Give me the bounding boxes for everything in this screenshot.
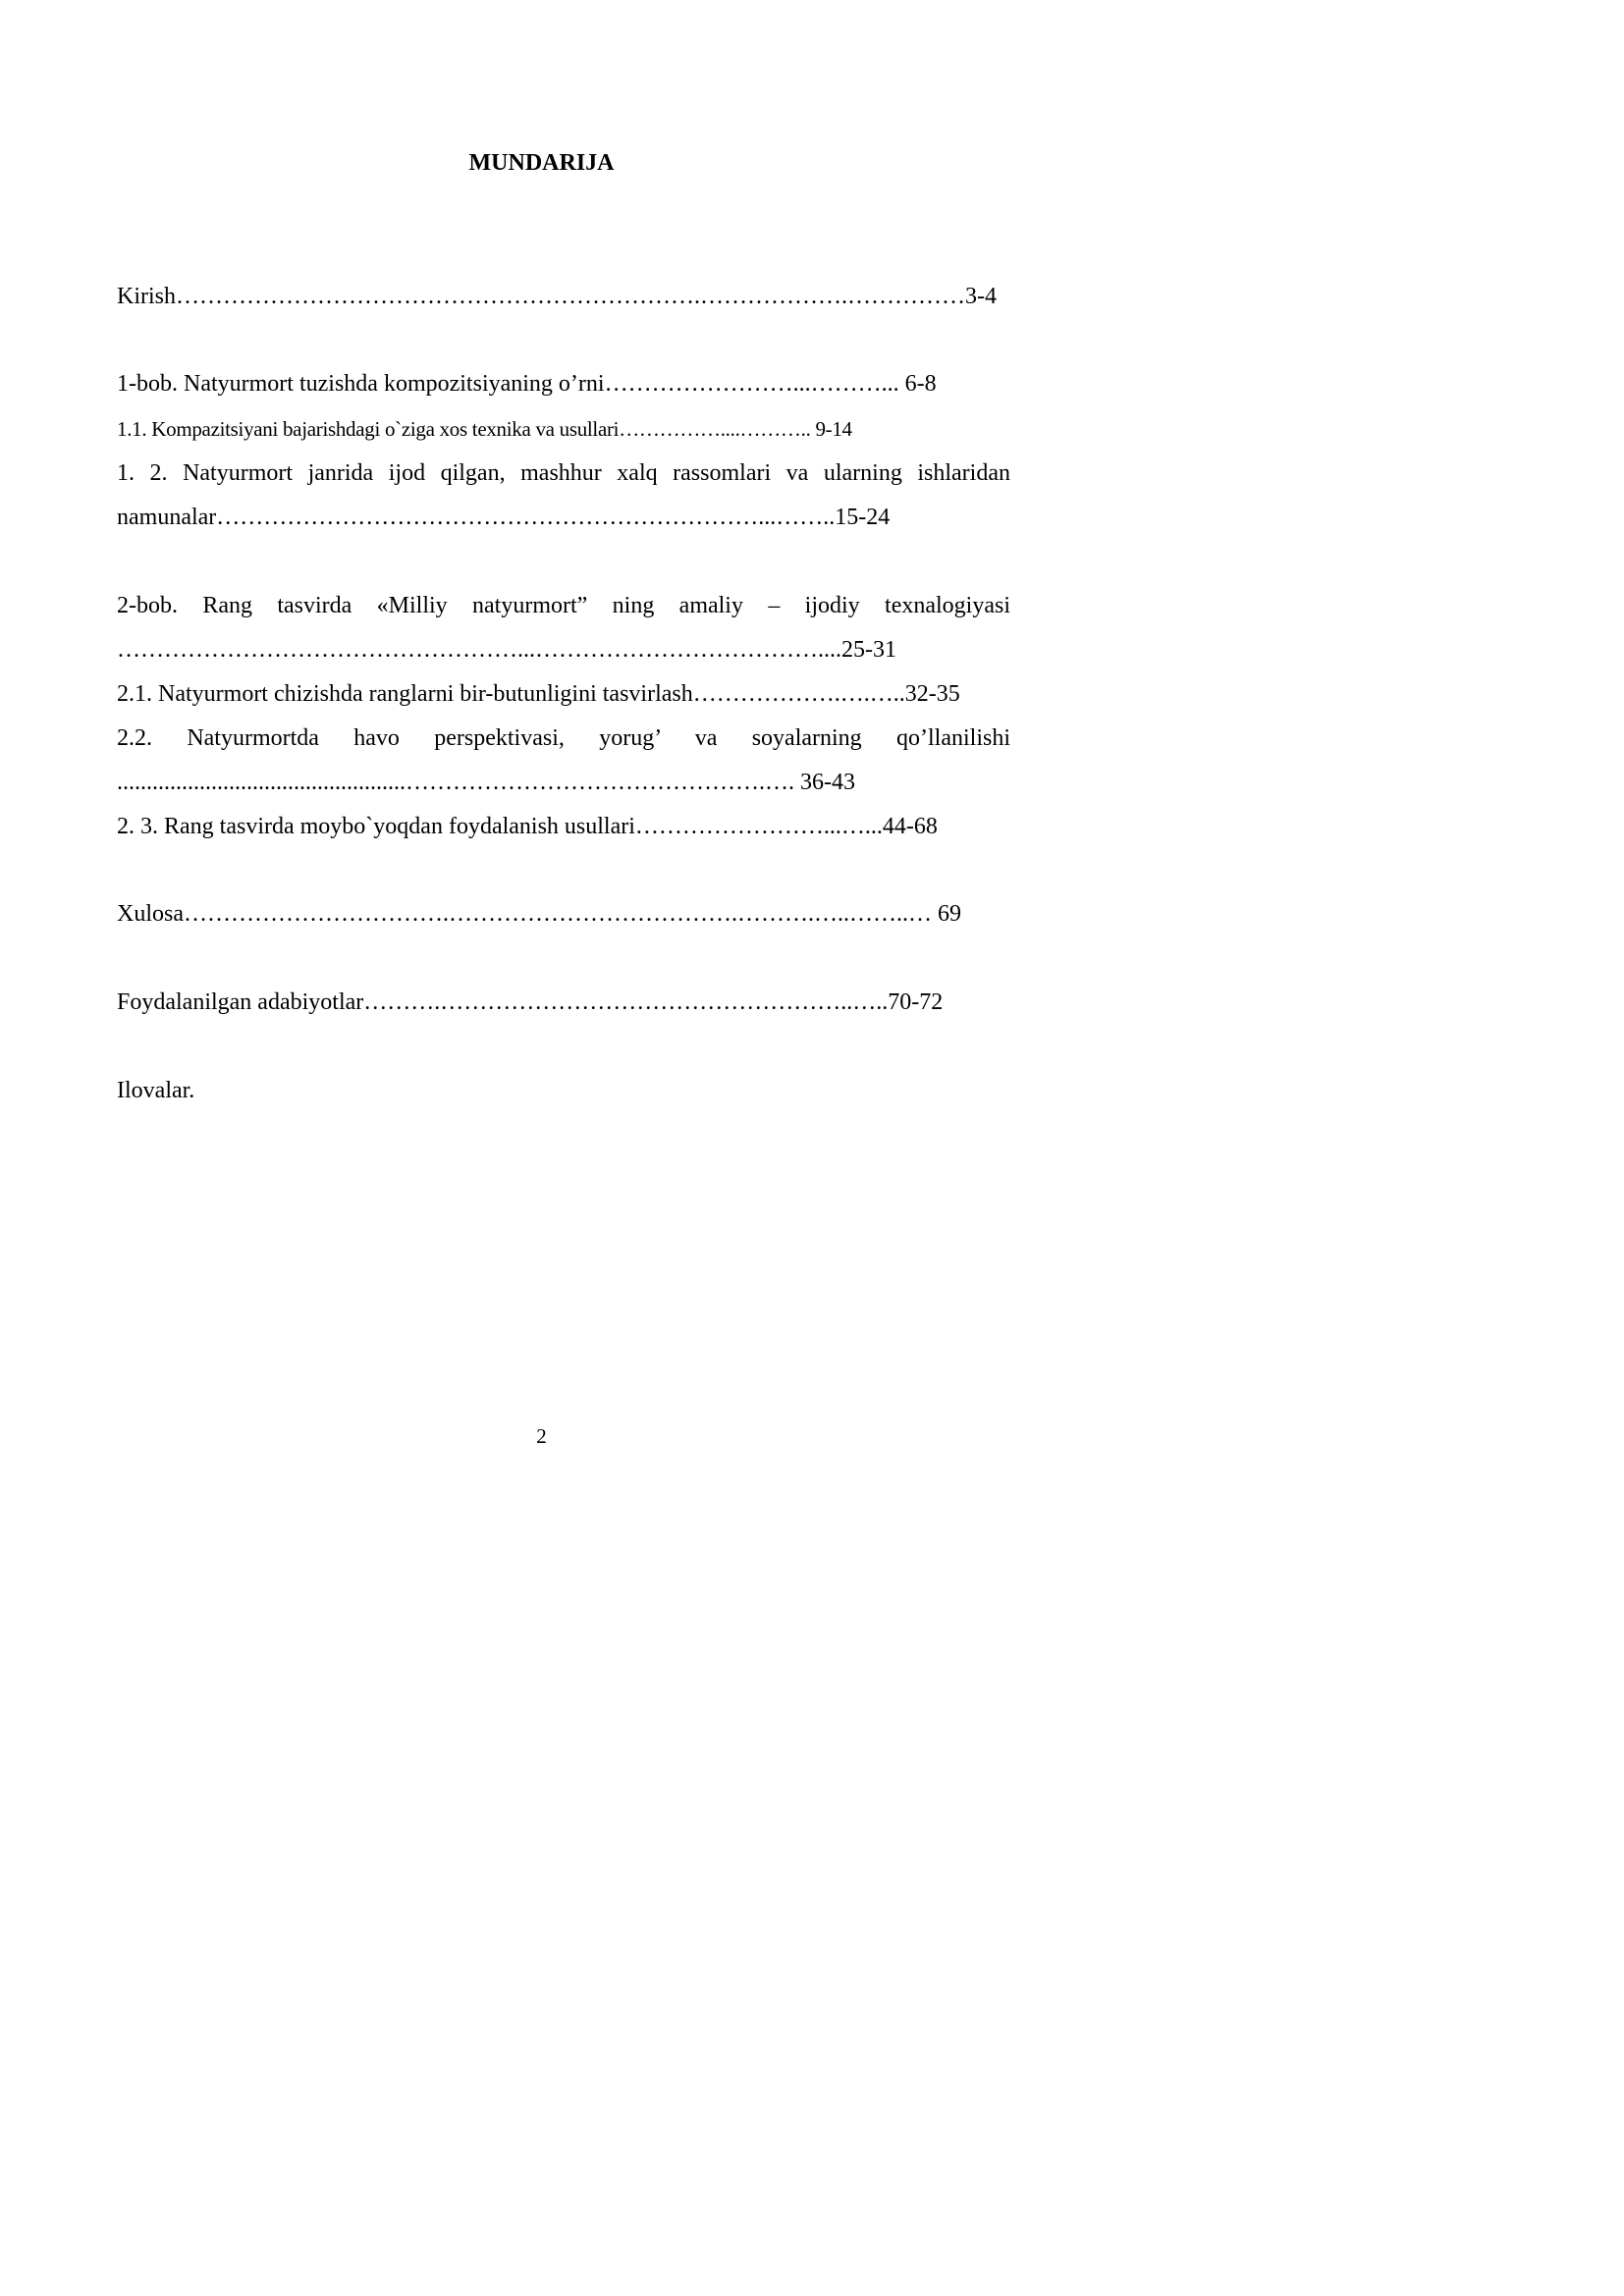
toc-entry-section-2-2-line-1: 2.2. Natyurmortda havo perspektivasi, yorug’ va soyalarning qo’llanilishi bbox=[117, 725, 1010, 751]
toc-entry-section-1-2-line-2: namunalar……………………………………………………………...……..15-24 bbox=[117, 505, 891, 530]
toc-entry-chapter-2-line-1: 2-bob. Rang tasvirda «Milliy natyurmort” ning amaliy – ijodiy texnalogiyasi bbox=[117, 593, 1010, 618]
toc-title: MUNDARIJA bbox=[468, 150, 615, 176]
toc-entry-ilovalar: Ilovalar. bbox=[117, 1078, 195, 1103]
toc-entry-chapter-2-line-2: ……………………………………………...………………………………....25-31 bbox=[117, 637, 896, 663]
toc-entry-kirish: Kirish………………………………………………………….……………….……………3-4 bbox=[117, 284, 997, 309]
page-number: 2 bbox=[536, 1424, 547, 1448]
toc-entry-section-1-2-line-1: 1. 2. Natyurmort janrida ijod qilgan, mashhur xalq rassomlari va ularning ishlaridan bbox=[117, 460, 1010, 486]
toc-entry-section-1-1: 1.1. Kompazitsiyani bajarishdagi o`ziga xos texnika va usullari……………....……….. 9-14 bbox=[117, 417, 852, 441]
toc-entry-adabiyotlar: Foydalanilgan adabiyotlar……….……………………………………………..…..70-72 bbox=[117, 989, 944, 1015]
toc-entry-xulosa: Xulosa…………………………….……………………………….……….…..……..… 69 bbox=[117, 901, 961, 927]
toc-entry-section-2-3: 2. 3. Rang tasvirda moybo`yoqdan foydalanish usullari……………………...…...44-68 bbox=[117, 814, 938, 839]
toc-entry-chapter-1: 1-bob. Natyurmort tuzishda kompozitsiyaning o’rni……………………...………... 6-8 bbox=[117, 371, 937, 397]
document-page bbox=[0, 0, 1083, 1530]
toc-entry-section-2-1: 2.1. Natyurmort chizishda ranglarni bir-butunligini tasvirlash……………….….…..32-35 bbox=[117, 681, 960, 707]
toc-entry-section-2-2-line-2: .................................................……………………………………….…. 36-43 bbox=[117, 770, 855, 795]
